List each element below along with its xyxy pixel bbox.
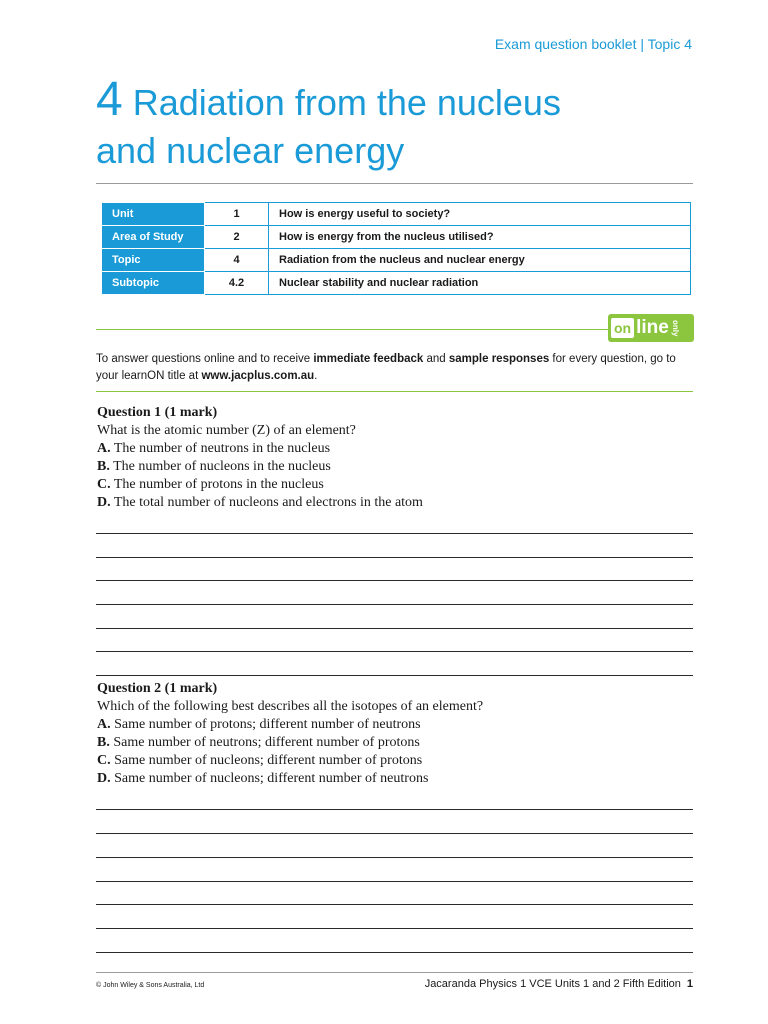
option-c: [97, 476, 697, 494]
booklet-header: Exam question booklet | Topic 4: [494, 36, 692, 52]
answer-line[interactable]: [96, 952, 693, 953]
row-description: Nuclear stability and nuclear radiation: [269, 272, 691, 295]
copyright: © John Wiley & Sons Australia, Ltd: [96, 982, 205, 989]
intro-divider: [96, 391, 693, 392]
answer-line[interactable]: [96, 533, 693, 534]
answer-line[interactable]: [96, 675, 693, 676]
question-text: What is the atomic number (Z) of an element?: [97, 423, 356, 438]
option-letter: B.: [97, 459, 110, 474]
option-letter: A.: [97, 717, 111, 732]
option-letter: C.: [97, 477, 111, 492]
jacplus-link[interactable]: www.jacplus.com.au: [201, 370, 315, 382]
option-text: Same number of nucleons; different number of protons: [114, 753, 423, 768]
intro-text: .: [314, 370, 318, 382]
question-title: Question 2 (1 mark): [97, 681, 218, 696]
row-label: Unit: [102, 203, 205, 226]
question-text: Which of the following best describes all the isotopes of an element?: [97, 699, 484, 714]
option-letter: D.: [97, 771, 111, 786]
online-only-badge: [608, 314, 694, 342]
option-b: [97, 734, 697, 752]
online-instructions: [96, 351, 696, 385]
table-row: [102, 226, 691, 249]
answer-line[interactable]: [96, 809, 693, 810]
page-title: [96, 73, 696, 175]
option-text: The total number of nucleons and electrons in the atom: [113, 495, 423, 510]
option-a: [97, 716, 697, 734]
intro-bold-samples: sample responses: [448, 353, 550, 365]
option-text: Same number of neutrons; different number of protons: [113, 735, 420, 750]
answer-line[interactable]: [96, 833, 693, 834]
row-code: 4.2: [205, 272, 269, 295]
option-letter: C.: [97, 753, 111, 768]
intro-text: To answer questions online and to receive: [96, 353, 314, 365]
footer-divider: [96, 972, 693, 973]
online-divider: [96, 329, 608, 330]
title-divider: [96, 183, 693, 184]
intro-text: for every question, go to your learnON title at: [96, 353, 676, 382]
row-label: Area of Study: [102, 226, 205, 249]
option-text: The number of neutrons in the nucleus: [113, 441, 331, 456]
footer-book-info: [425, 978, 693, 990]
option-b: [97, 458, 697, 476]
answer-line[interactable]: [96, 904, 693, 905]
option-text: Same number of protons; different number of neutrons: [114, 717, 421, 732]
question-title: Question 1 (1 mark): [97, 405, 218, 420]
option-d: [97, 494, 697, 512]
row-description: How is energy from the nucleus utilised?: [269, 226, 691, 249]
option-text: The number of nucleons in the nucleus: [113, 459, 331, 474]
table-row: [102, 203, 691, 226]
option-text: Same number of nucleons; different number of neutrons: [114, 771, 429, 786]
row-label: Topic: [102, 249, 205, 272]
answer-line[interactable]: [96, 928, 693, 929]
option-letter: D.: [97, 495, 111, 510]
badge-on-text: on: [611, 318, 634, 338]
title-line-2: and nuclear energy: [96, 130, 405, 171]
row-code: 1: [205, 203, 269, 226]
question-2: [97, 680, 697, 788]
answer-line[interactable]: [96, 857, 693, 858]
badge-line-text: line: [636, 317, 669, 338]
answer-line[interactable]: [96, 604, 693, 605]
row-label: Subtopic: [102, 272, 205, 295]
option-letter: B.: [97, 735, 110, 750]
answer-line[interactable]: [96, 580, 693, 581]
table-row: [102, 272, 691, 295]
option-text: The number of protons in the nucleus: [113, 477, 324, 492]
intro-text: and: [423, 353, 449, 365]
option-c: [97, 752, 697, 770]
row-description: How is energy useful to society?: [269, 203, 691, 226]
intro-bold-feedback: immediate feedback: [313, 353, 424, 365]
table-row: [102, 249, 691, 272]
option-a: [97, 440, 697, 458]
answer-line[interactable]: [96, 881, 693, 882]
row-code: 2: [205, 226, 269, 249]
page-number: 1: [686, 978, 693, 990]
option-letter: A.: [97, 441, 111, 456]
question-1: [97, 404, 697, 512]
row-code: 4: [205, 249, 269, 272]
answer-line[interactable]: [96, 628, 693, 629]
topic-info-table: [101, 202, 691, 295]
answer-line[interactable]: [96, 651, 693, 652]
option-d: [97, 770, 697, 788]
topic-number: 4: [96, 73, 123, 126]
badge-only-text: only: [670, 319, 680, 337]
answer-line[interactable]: [96, 557, 693, 558]
title-line-1: Radiation from the nucleus: [132, 82, 561, 123]
row-description: Radiation from the nucleus and nuclear energy: [269, 249, 691, 272]
book-title: Jacaranda Physics 1 VCE Units 1 and 2 Fifth Edition: [424, 978, 681, 990]
